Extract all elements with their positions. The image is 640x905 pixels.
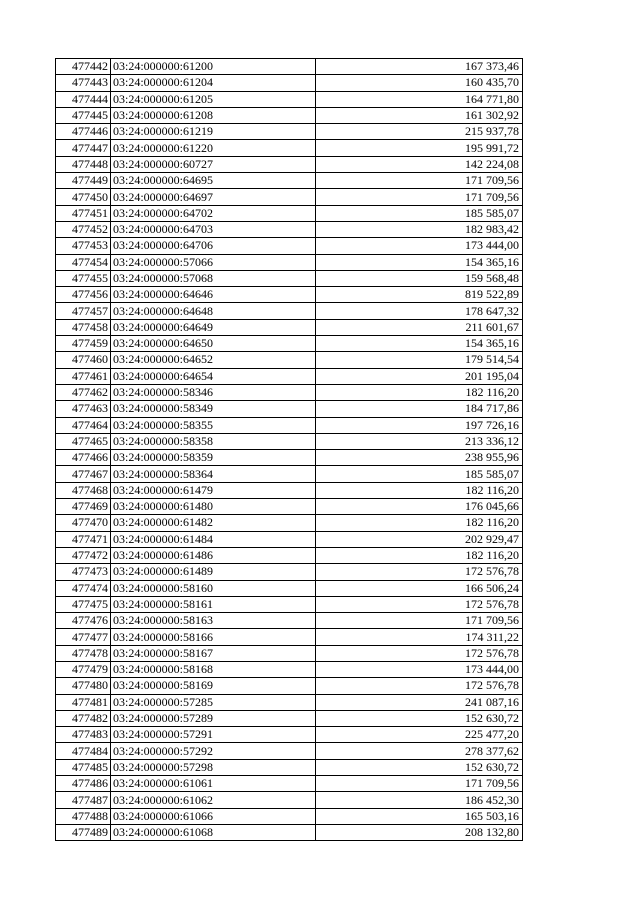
value-cell: 171 709,56	[316, 173, 523, 189]
row-id-cell: 477442	[56, 59, 111, 75]
row-id-cell: 477444	[56, 91, 111, 107]
table-row	[56, 59, 523, 75]
row-id-cell: 477463	[56, 401, 111, 417]
table-row	[56, 531, 523, 547]
cadastral-number-cell: 03:24:000000:61220	[111, 140, 316, 156]
value-cell: 819 522,89	[316, 287, 523, 303]
table-row	[56, 205, 523, 221]
value-cell: 159 568,48	[316, 270, 523, 286]
table-row	[56, 466, 523, 482]
cadastral-number-cell: 03:24:000000:57068	[111, 270, 316, 286]
table-row	[56, 303, 523, 319]
table-row	[56, 254, 523, 270]
value-cell: 184 717,86	[316, 401, 523, 417]
row-id-cell: 477482	[56, 710, 111, 726]
table-row	[56, 189, 523, 205]
value-cell: 195 991,72	[316, 140, 523, 156]
row-id-cell: 477448	[56, 156, 111, 172]
table-row	[56, 613, 523, 629]
table-row	[56, 384, 523, 400]
table-row	[56, 499, 523, 515]
table-row	[56, 417, 523, 433]
table-row	[56, 352, 523, 368]
cadastral-number-cell: 03:24:000000:61062	[111, 792, 316, 808]
cadastral-number-cell: 03:24:000000:61208	[111, 107, 316, 123]
cadastral-number-cell: 03:24:000000:64652	[111, 352, 316, 368]
value-cell: 173 444,00	[316, 238, 523, 254]
value-cell: 278 377,62	[316, 743, 523, 759]
table-row	[56, 401, 523, 417]
cadastral-number-cell: 03:24:000000:61066	[111, 808, 316, 824]
row-id-cell: 477483	[56, 727, 111, 743]
value-cell: 182 116,20	[316, 384, 523, 400]
row-id-cell: 477479	[56, 661, 111, 677]
value-cell: 164 771,80	[316, 91, 523, 107]
cadastral-number-cell: 03:24:000000:58169	[111, 678, 316, 694]
cadastral-number-cell: 03:24:000000:61219	[111, 124, 316, 140]
value-cell: 197 726,16	[316, 417, 523, 433]
table-row	[56, 482, 523, 498]
table-row	[56, 547, 523, 563]
row-id-cell: 477488	[56, 808, 111, 824]
row-id-cell: 477450	[56, 189, 111, 205]
table-row	[56, 661, 523, 677]
row-id-cell: 477474	[56, 580, 111, 596]
cadastral-number-cell: 03:24:000000:58359	[111, 450, 316, 466]
cadastral-number-cell: 03:24:000000:64650	[111, 336, 316, 352]
value-cell: 152 630,72	[316, 759, 523, 775]
value-cell: 208 132,80	[316, 824, 523, 840]
row-id-cell: 477445	[56, 107, 111, 123]
table-row	[56, 287, 523, 303]
row-id-cell: 477449	[56, 173, 111, 189]
cadastral-number-cell: 03:24:000000:57289	[111, 710, 316, 726]
row-id-cell: 477472	[56, 547, 111, 563]
row-id-cell: 477447	[56, 140, 111, 156]
cadastral-number-cell: 03:24:000000:57285	[111, 694, 316, 710]
cadastral-number-cell: 03:24:000000:64649	[111, 319, 316, 335]
table-body	[56, 59, 523, 841]
cadastral-number-cell: 03:24:000000:61204	[111, 75, 316, 91]
table-row	[56, 75, 523, 91]
table-row	[56, 824, 523, 840]
row-id-cell: 477458	[56, 319, 111, 335]
row-id-cell: 477462	[56, 384, 111, 400]
cadastral-number-cell: 03:24:000000:57066	[111, 254, 316, 270]
row-id-cell: 477484	[56, 743, 111, 759]
row-id-cell: 477470	[56, 515, 111, 531]
cadastral-number-cell: 03:24:000000:58364	[111, 466, 316, 482]
row-id-cell: 477454	[56, 254, 111, 270]
row-id-cell: 477487	[56, 792, 111, 808]
table-row	[56, 580, 523, 596]
cadastral-number-cell: 03:24:000000:64646	[111, 287, 316, 303]
cadastral-number-cell: 03:24:000000:61480	[111, 499, 316, 515]
row-id-cell: 477477	[56, 629, 111, 645]
cadastral-number-cell: 03:24:000000:58160	[111, 580, 316, 596]
row-id-cell: 477459	[56, 336, 111, 352]
cadastral-number-cell: 03:24:000000:64648	[111, 303, 316, 319]
value-cell: 179 514,54	[316, 352, 523, 368]
table-row	[56, 173, 523, 189]
row-id-cell: 477489	[56, 824, 111, 840]
table-row	[56, 710, 523, 726]
value-cell: 172 576,78	[316, 678, 523, 694]
table-row	[56, 645, 523, 661]
cadastral-number-cell: 03:24:000000:64702	[111, 205, 316, 221]
table-row	[56, 319, 523, 335]
value-cell: 160 435,70	[316, 75, 523, 91]
table-row	[56, 156, 523, 172]
table-row	[56, 368, 523, 384]
table-row	[56, 759, 523, 775]
value-cell: 167 373,46	[316, 59, 523, 75]
cadastral-number-cell: 03:24:000000:60727	[111, 156, 316, 172]
value-cell: 174 311,22	[316, 629, 523, 645]
value-cell: 186 452,30	[316, 792, 523, 808]
value-cell: 171 709,56	[316, 776, 523, 792]
row-id-cell: 477475	[56, 596, 111, 612]
value-cell: 172 576,78	[316, 596, 523, 612]
table-row	[56, 91, 523, 107]
row-id-cell: 477455	[56, 270, 111, 286]
row-id-cell: 477476	[56, 613, 111, 629]
cadastral-number-cell: 03:24:000000:58168	[111, 661, 316, 677]
data-table	[55, 58, 523, 841]
cadastral-number-cell: 03:24:000000:58358	[111, 433, 316, 449]
value-cell: 172 576,78	[316, 564, 523, 580]
row-id-cell: 477465	[56, 433, 111, 449]
value-cell: 185 585,07	[316, 466, 523, 482]
row-id-cell: 477481	[56, 694, 111, 710]
row-id-cell: 477461	[56, 368, 111, 384]
cadastral-number-cell: 03:24:000000:58349	[111, 401, 316, 417]
table-row	[56, 270, 523, 286]
value-cell: 172 576,78	[316, 645, 523, 661]
cadastral-number-cell: 03:24:000000:64706	[111, 238, 316, 254]
row-id-cell: 477443	[56, 75, 111, 91]
table-row	[56, 433, 523, 449]
table-row	[56, 140, 523, 156]
value-cell: 215 937,78	[316, 124, 523, 140]
row-id-cell: 477471	[56, 531, 111, 547]
table-row	[56, 564, 523, 580]
table-row	[56, 221, 523, 237]
cadastral-number-cell: 03:24:000000:61200	[111, 59, 316, 75]
value-cell: 202 929,47	[316, 531, 523, 547]
row-id-cell: 477480	[56, 678, 111, 694]
cadastral-number-cell: 03:24:000000:57292	[111, 743, 316, 759]
value-cell: 182 116,20	[316, 515, 523, 531]
value-cell: 142 224,08	[316, 156, 523, 172]
cadastral-number-cell: 03:24:000000:57291	[111, 727, 316, 743]
row-id-cell: 477456	[56, 287, 111, 303]
value-cell: 185 585,07	[316, 205, 523, 221]
table-row	[56, 515, 523, 531]
value-cell: 213 336,12	[316, 433, 523, 449]
cadastral-number-cell: 03:24:000000:58355	[111, 417, 316, 433]
value-cell: 201 195,04	[316, 368, 523, 384]
value-cell: 178 647,32	[316, 303, 523, 319]
table-row	[56, 124, 523, 140]
row-id-cell: 477453	[56, 238, 111, 254]
table-row	[56, 694, 523, 710]
cadastral-number-cell: 03:24:000000:61205	[111, 91, 316, 107]
value-cell: 165 503,16	[316, 808, 523, 824]
cadastral-number-cell: 03:24:000000:57298	[111, 759, 316, 775]
table-row	[56, 776, 523, 792]
cadastral-number-cell: 03:24:000000:64654	[111, 368, 316, 384]
cadastral-number-cell: 03:24:000000:58167	[111, 645, 316, 661]
value-cell: 182 116,20	[316, 547, 523, 563]
row-id-cell: 477466	[56, 450, 111, 466]
cadastral-number-cell: 03:24:000000:61061	[111, 776, 316, 792]
table-row	[56, 336, 523, 352]
table-row	[56, 792, 523, 808]
cadastral-number-cell: 03:24:000000:61479	[111, 482, 316, 498]
value-cell: 182 116,20	[316, 482, 523, 498]
row-id-cell: 477486	[56, 776, 111, 792]
row-id-cell: 477452	[56, 221, 111, 237]
row-id-cell: 477469	[56, 499, 111, 515]
row-id-cell: 477473	[56, 564, 111, 580]
table-row	[56, 808, 523, 824]
table-row	[56, 743, 523, 759]
row-id-cell: 477451	[56, 205, 111, 221]
table-row	[56, 596, 523, 612]
value-cell: 238 955,96	[316, 450, 523, 466]
cadastral-number-cell: 03:24:000000:61484	[111, 531, 316, 547]
value-cell: 154 365,16	[316, 336, 523, 352]
value-cell: 171 709,56	[316, 189, 523, 205]
value-cell: 176 045,66	[316, 499, 523, 515]
value-cell: 211 601,67	[316, 319, 523, 335]
row-id-cell: 477446	[56, 124, 111, 140]
row-id-cell: 477467	[56, 466, 111, 482]
cadastral-number-cell: 03:24:000000:58166	[111, 629, 316, 645]
cadastral-number-cell: 03:24:000000:64697	[111, 189, 316, 205]
table-row	[56, 107, 523, 123]
cadastral-number-cell: 03:24:000000:58163	[111, 613, 316, 629]
value-cell: 166 506,24	[316, 580, 523, 596]
value-cell: 225 477,20	[316, 727, 523, 743]
cadastral-number-cell: 03:24:000000:61482	[111, 515, 316, 531]
value-cell: 241 087,16	[316, 694, 523, 710]
cadastral-number-cell: 03:24:000000:61068	[111, 824, 316, 840]
value-cell: 154 365,16	[316, 254, 523, 270]
value-cell: 182 983,42	[316, 221, 523, 237]
row-id-cell: 477468	[56, 482, 111, 498]
cadastral-number-cell: 03:24:000000:58161	[111, 596, 316, 612]
cadastral-number-cell: 03:24:000000:61486	[111, 547, 316, 563]
value-cell: 173 444,00	[316, 661, 523, 677]
table-row	[56, 678, 523, 694]
row-id-cell: 477460	[56, 352, 111, 368]
cadastral-number-cell: 03:24:000000:58346	[111, 384, 316, 400]
row-id-cell: 477464	[56, 417, 111, 433]
value-cell: 161 302,92	[316, 107, 523, 123]
cadastral-number-cell: 03:24:000000:61489	[111, 564, 316, 580]
table-row	[56, 727, 523, 743]
cadastral-number-cell: 03:24:000000:64703	[111, 221, 316, 237]
row-id-cell: 477485	[56, 759, 111, 775]
cadastral-number-cell: 03:24:000000:64695	[111, 173, 316, 189]
value-cell: 152 630,72	[316, 710, 523, 726]
table-row	[56, 238, 523, 254]
row-id-cell: 477478	[56, 645, 111, 661]
table-row	[56, 450, 523, 466]
table-row	[56, 629, 523, 645]
row-id-cell: 477457	[56, 303, 111, 319]
value-cell: 171 709,56	[316, 613, 523, 629]
